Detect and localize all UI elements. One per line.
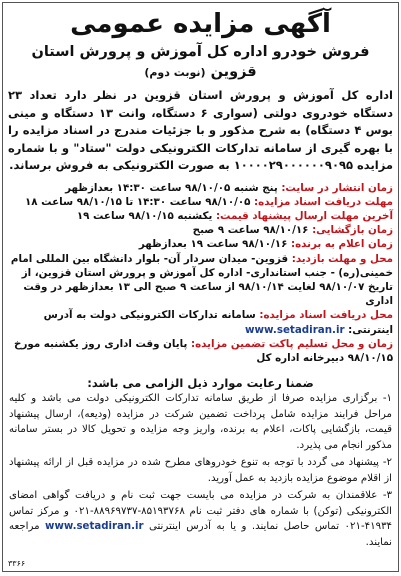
- rule-item: ۲- پیشنهاد می گردد با توجه به تنوع خودروهای مطرح شده در مزایده قبل از ارائه پیشنهاد از اقلام موضوع مزایده بازدید به عمل آورید.: [9, 457, 392, 484]
- info-row-publish: زمان انتشار در سایت: پنج شنبه ۹۸/۱۰/۰۵ ساعت ۱۴:۳۰ بعدازظهر: [65, 181, 393, 194]
- info-row-visit: محل و مهلت بازدید: قزوین- میدان سردار آن- بلوار دانشگاه بین المللی امام خمینی(ره) - جنب استانداری- اداره کل آموزش و پرورش استان قزوین، از تاریخ ۹۸/۱۰/۰۷ لغایت ۹۸/۱۰/۱۴ از ساعت ۹ صبح الی ۱۳ بعدازظهر در وقت اداری: [10, 252, 393, 308]
- info-row-docs-deadline: مهلت دریافت اسناد مزایده: ۹۸/۱۰/۰۵ ساعت ۱۴:۳۰ تا ۹۸/۱۰/۱۵ ساعت ۱۸: [25, 195, 393, 208]
- subtitle-note: (نوبت دوم): [144, 66, 206, 79]
- setad-link-footer[interactable]: www.setadiran.ir: [45, 521, 144, 533]
- intro-paragraph: اداره کل آموزش و پرورش استان قزوین در نظر دارد تعداد ۲۳ دستگاه خودروی دولتی (سواری ۶ دستگاه، وانت ۱۳ دستگاه و مینی بوس ۴ دستگاه) به شرح مذکور و با جزئیات مندرج در اسناد مزایده را با بهره گیری از سامانه تدارکات الکترونیکی دولت "ستاد" و با شماره مزایده ۱۰۰۰۰۲۹۰۰۰۰۰۰۹۰۹۵ به صورت الکترونیکی به فروش برساند.: [8, 88, 393, 172]
- subtitle-text: فروش خودرو اداره کل آموزش و پرورش استان قزوین: [31, 44, 370, 80]
- info-row-docs-location: محل دریافت اسناد مزایده: سامانه تدارکات الکترونیکی دولت به آدرس اینترنتی: www.setadiran.ir: [43, 309, 393, 336]
- rule-item: ۱- برگزاری مزایده صرفا از طریق سامانه تدارکات الکترونیکی دولت می باشد و کلیه مراحل فرایند مزایده شامل پرداخت تضمین شرکت در مزایده (ودیعه)، ارسال پیشنهاد قیمت، بازگشایی پاکات، اعلام به برنده، واریز وجه مزایده و تحویل کالا در بستر سامانه مذکور انجام می پذیرد.: [9, 393, 392, 451]
- info-row-winner-announce: زمان اعلام به برنده: ۹۸/۱۰/۱۶ ساعت ۱۹ بعدازظهر: [138, 238, 393, 251]
- ad-title: آگهی مزایده عمومی: [70, 9, 331, 39]
- ad-border: [2, 2, 399, 572]
- rule-item: ۳- علاقمندان به شرکت در مزایده می بایست جهت ثبت نام و دریافت گواهی امضای الکترونیکی (توکن) با شماره های دفتر ثبت نام ۸۵۱۹۳۷۶۸-۸۸۹۶۹۷۳۷-۰۲۱ و مرکز تماس ۴۱۹۳۴-۰۲۱ تماس حاصل نمایند. و یا به آدرس اینترنتی www.setadiran.ir مراجعه نمایند.: [9, 490, 393, 548]
- rules-title: ضمنا رعایت موارد ذیل الزامی می باشد:: [87, 376, 314, 391]
- info-row-bid-deadline: آخرین مهلت ارسال پیشنهاد قیمت: یکشنبه ۹۸/۱۰/۱۵ ساعت ۱۹: [76, 209, 393, 222]
- document-number: ۳۳۶۶: [8, 559, 26, 568]
- info-row-guarantee: زمان و محل تسلیم پاکت تضمین مزایده: پایان وقت اداری روز یکشنبه مورخ ۹۸/۱۰/۱۵ دبیرخانه اداره کل: [14, 337, 393, 364]
- info-row-opening: زمان بازگشایی: ۹۸/۱۰/۱۶ ساعت ۹ صبح: [192, 224, 393, 237]
- setad-link[interactable]: www.setadiran.ir: [245, 323, 345, 336]
